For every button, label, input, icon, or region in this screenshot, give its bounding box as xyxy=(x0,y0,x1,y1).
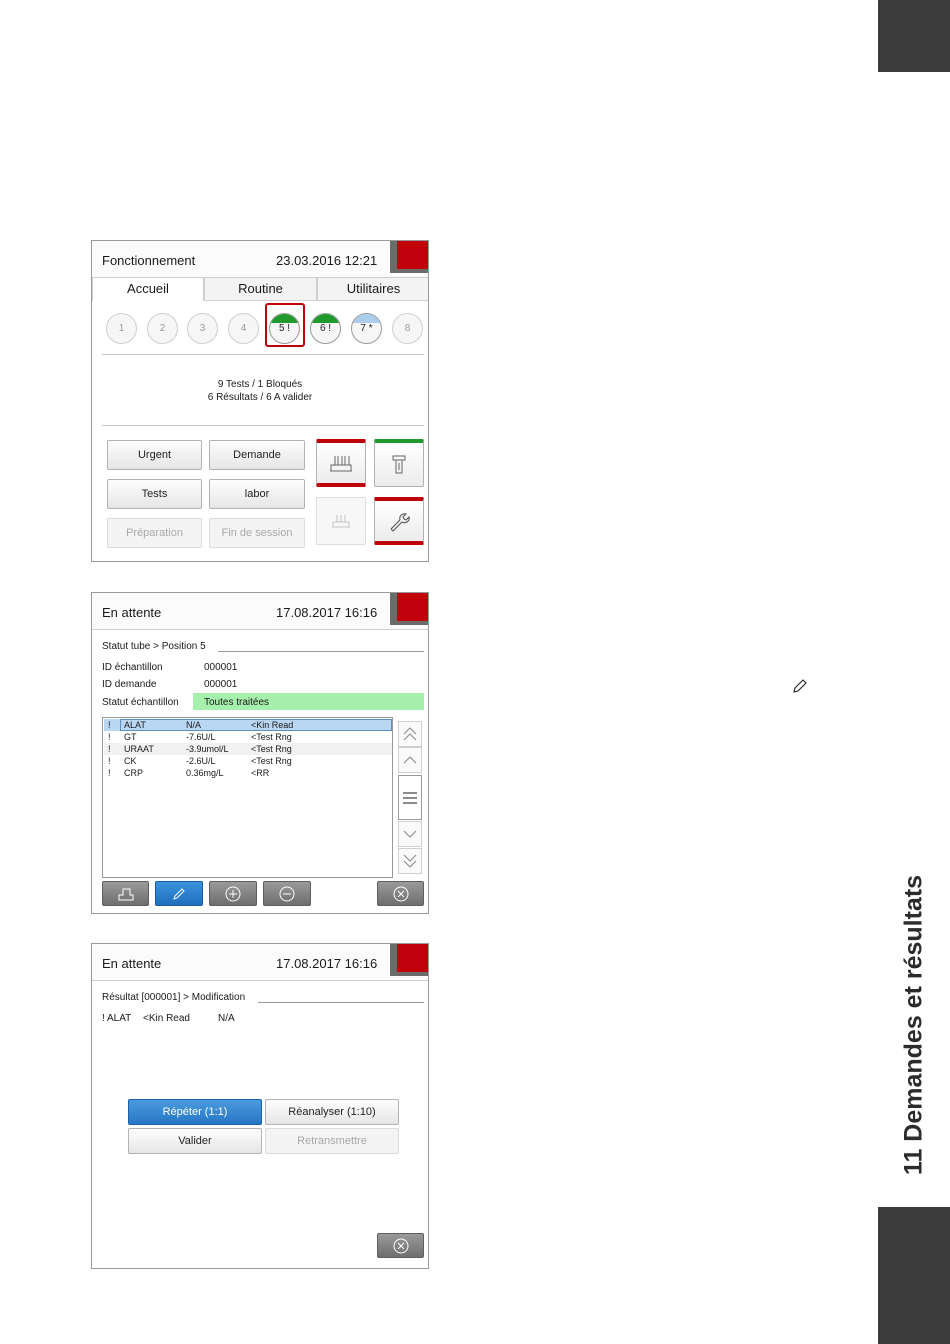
row-test: CK xyxy=(124,756,137,766)
position-3-label: 3 xyxy=(199,323,206,334)
tube-rack-button[interactable] xyxy=(316,439,366,487)
date-time: 17.08.2017 16:16 xyxy=(276,956,378,971)
chevron-down-icon xyxy=(402,829,418,839)
minus-circle-icon xyxy=(279,886,295,902)
screen-title: En attente xyxy=(102,956,162,971)
statut-echantillon-label: Statut échantillon xyxy=(102,697,179,708)
title-bar xyxy=(92,944,428,981)
repeter-button[interactable]: Répéter (1:1) xyxy=(128,1099,262,1125)
row-flag: ! xyxy=(108,768,111,778)
reagent-icon xyxy=(389,454,409,476)
id-demande-value: 000001 xyxy=(204,679,238,690)
alarm-indicator xyxy=(397,241,428,269)
fin-session-button[interactable]: Fin de session xyxy=(209,518,305,548)
close-icon xyxy=(393,886,409,902)
id-echantillon-label: ID échantillon xyxy=(102,662,163,673)
row-note: <Test Rng xyxy=(251,744,292,754)
row-flag: ! xyxy=(108,732,111,742)
scroll-top-button[interactable] xyxy=(398,721,422,747)
screen-modification xyxy=(91,943,429,1269)
date-time: 17.08.2017 16:16 xyxy=(276,605,378,620)
wrench-icon xyxy=(388,510,410,532)
status-badge xyxy=(193,693,424,710)
row-test: GT xyxy=(124,732,137,742)
valider-button[interactable]: Valider xyxy=(128,1128,262,1154)
position-7[interactable] xyxy=(351,313,382,344)
result-test: ! ALAT xyxy=(102,1013,132,1024)
row-test: CRP xyxy=(124,768,144,778)
chapter-title: 11 Demandes et résultats xyxy=(899,874,928,1176)
tab-bar xyxy=(92,277,428,301)
table-row[interactable] xyxy=(104,755,392,767)
double-chevron-up-icon xyxy=(402,727,418,741)
id-demande-label: ID demande xyxy=(102,679,157,690)
tests-button[interactable]: Tests xyxy=(107,479,202,509)
close-button[interactable] xyxy=(377,1233,424,1258)
position-8-label: 8 xyxy=(404,323,411,334)
breadcrumb: Statut tube > Position 5 xyxy=(102,641,206,652)
position-4-label: 4 xyxy=(240,323,247,334)
tab-utilitaires[interactable]: Utilitaires xyxy=(317,277,429,301)
scroll-bottom-button[interactable] xyxy=(398,848,422,874)
edit-button[interactable] xyxy=(155,881,203,906)
position-7-status xyxy=(352,314,381,323)
position-1[interactable] xyxy=(106,313,137,344)
screen-title: Fonctionnement xyxy=(102,253,196,268)
chevron-up-icon xyxy=(402,755,418,765)
row-value: -7.6U/L xyxy=(186,732,216,742)
summary-tests: 9 Tests / 1 Bloqués xyxy=(217,379,303,390)
table-row[interactable] xyxy=(104,743,392,755)
screen-fonctionnement xyxy=(91,240,429,562)
pencil-icon xyxy=(790,677,810,695)
position-6[interactable] xyxy=(310,313,341,344)
chapter-tab-top xyxy=(878,0,950,72)
preparation-button[interactable]: Préparation xyxy=(107,518,202,548)
position-6-status xyxy=(311,314,340,323)
alarm-indicator xyxy=(397,593,428,621)
position-5-label: 5 ! xyxy=(278,323,291,334)
date-time: 23.03.2016 12:21 xyxy=(276,253,378,268)
reagent-button[interactable] xyxy=(374,439,424,487)
divider xyxy=(102,354,424,355)
scroll-down-button[interactable] xyxy=(398,821,422,847)
menu-lines-icon xyxy=(402,792,418,804)
row-value: -2.6U/L xyxy=(186,756,216,766)
tube-rack-icon xyxy=(329,512,353,530)
screen-statut-tube xyxy=(91,592,429,914)
print-button[interactable] xyxy=(102,881,149,906)
breadcrumb-rule xyxy=(218,651,424,652)
tube-rack-disabled-button[interactable] xyxy=(316,497,366,545)
scrollbar-thumb[interactable] xyxy=(398,775,422,820)
urgent-button[interactable]: Urgent xyxy=(107,440,202,470)
row-flag: ! xyxy=(108,720,111,730)
screen-title: En attente xyxy=(102,605,162,620)
selected-position-highlight xyxy=(265,303,305,347)
position-2-label: 2 xyxy=(159,323,166,334)
row-test: URAAT xyxy=(124,744,154,754)
tab-routine[interactable]: Routine xyxy=(204,277,317,301)
row-note: <RR xyxy=(251,768,270,778)
position-6-label: 6 ! xyxy=(319,323,332,334)
print-icon xyxy=(118,887,134,901)
remove-button[interactable] xyxy=(263,881,311,906)
scroll-up-button[interactable] xyxy=(398,747,422,773)
add-button[interactable] xyxy=(209,881,257,906)
row-note: <Test Rng xyxy=(251,732,292,742)
alarm-indicator xyxy=(397,944,428,972)
plus-circle-icon xyxy=(225,886,241,902)
position-3[interactable] xyxy=(187,313,218,344)
row-value: N/A xyxy=(186,720,202,730)
retransmettre-button[interactable]: Retransmettre xyxy=(265,1128,399,1154)
row-note: <Test Rng xyxy=(251,756,292,766)
position-4[interactable] xyxy=(228,313,259,344)
demande-button[interactable]: Demande xyxy=(209,440,305,470)
tab-accueil[interactable]: Accueil xyxy=(92,277,204,301)
breadcrumb-rule xyxy=(258,1002,424,1003)
close-button[interactable] xyxy=(377,881,424,906)
breadcrumb: Résultat [000001] > Modification xyxy=(102,992,246,1003)
divider xyxy=(102,425,424,426)
position-1-label: 1 xyxy=(118,323,125,334)
row-flag: ! xyxy=(108,756,111,766)
position-8[interactable] xyxy=(392,313,423,344)
title-bar xyxy=(92,593,428,630)
alarm-button[interactable] xyxy=(390,593,428,625)
id-echantillon-value: 000001 xyxy=(204,662,238,673)
position-2[interactable] xyxy=(147,313,178,344)
labor-button[interactable]: labor xyxy=(209,479,305,509)
row-value: -3.9umol/L xyxy=(186,744,229,754)
result-note: <Kin Read xyxy=(143,1013,190,1024)
row-test: ALAT xyxy=(124,720,146,730)
title-bar xyxy=(92,241,428,278)
close-icon xyxy=(393,1238,409,1254)
maintenance-button[interactable] xyxy=(374,497,424,545)
double-chevron-down-icon xyxy=(402,854,418,868)
summary-results: 6 Résultats / 6 A valider xyxy=(207,392,313,403)
tube-rack-icon xyxy=(328,453,354,473)
selection-outline xyxy=(120,719,392,731)
alarm-button[interactable] xyxy=(390,944,428,976)
row-flag: ! xyxy=(108,744,111,754)
alarm-button[interactable] xyxy=(390,241,428,273)
statut-echantillon-value: Toutes traitées xyxy=(204,697,270,708)
result-value: N/A xyxy=(218,1013,235,1024)
row-note: <Kin Read xyxy=(251,720,294,730)
chapter-tab-bottom xyxy=(878,1207,950,1344)
reanalyser-button[interactable]: Réanalyser (1:10) xyxy=(265,1099,399,1125)
pencil-icon xyxy=(172,887,186,901)
results-list[interactable] xyxy=(102,717,393,878)
position-7-label: 7 * xyxy=(360,323,373,334)
table-row[interactable] xyxy=(104,731,392,743)
table-row[interactable] xyxy=(104,767,392,779)
row-value: 0.36mg/L xyxy=(186,768,224,778)
